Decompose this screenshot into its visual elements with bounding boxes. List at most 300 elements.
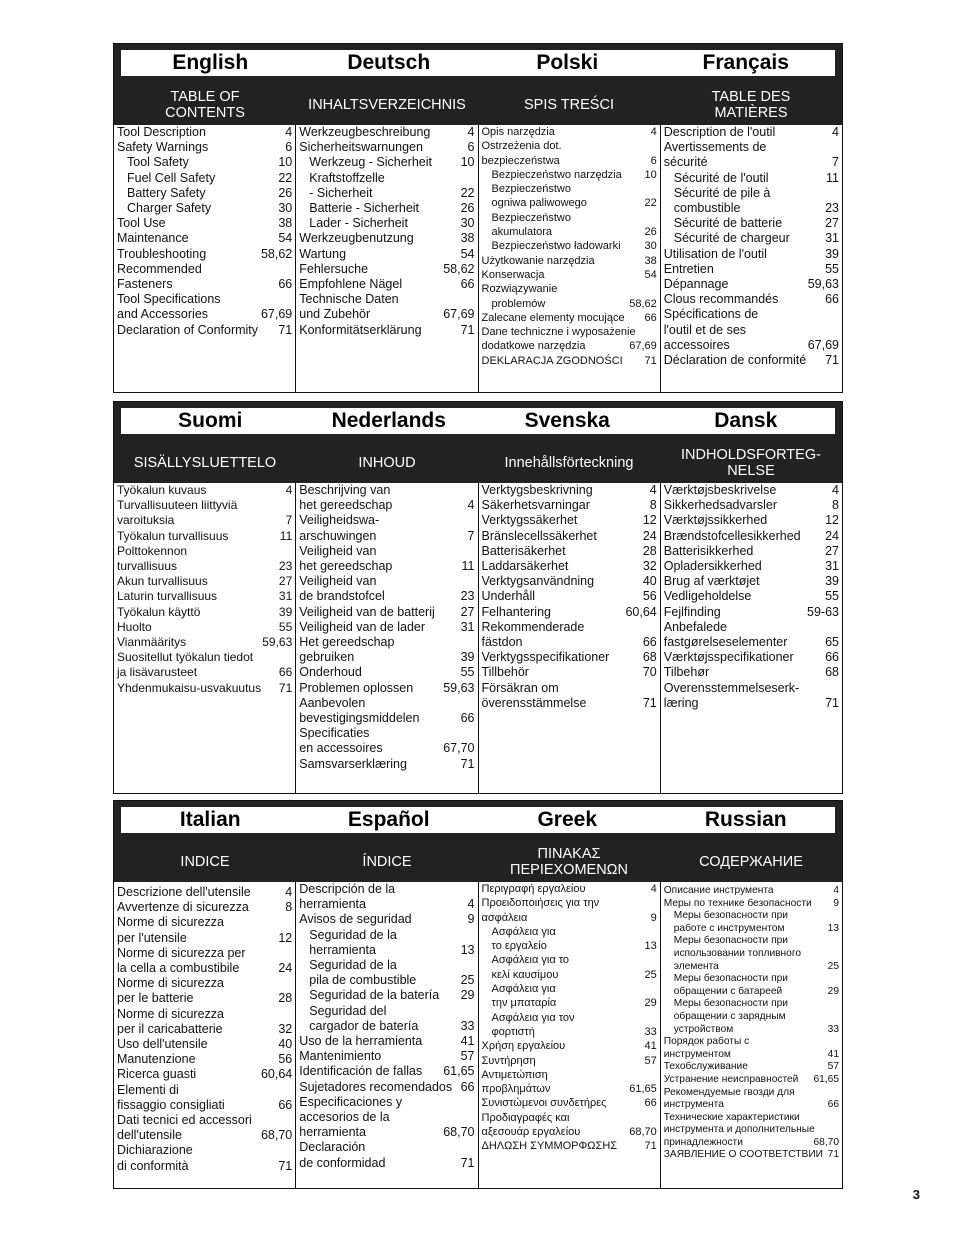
language-title: Russian <box>704 808 787 831</box>
toc-entry <box>482 1025 657 1039</box>
toc-entry <box>117 991 292 1006</box>
toc-entry-title: Fejlfinding <box>663 604 721 619</box>
toc-entry-title: Ασφάλεια για τον <box>491 1011 575 1024</box>
toc-entry-page: 58,62 <box>629 297 657 310</box>
toc-entry <box>299 498 474 513</box>
toc-entry-page <box>835 620 839 635</box>
toc-entry <box>117 946 292 961</box>
toc-entry <box>117 961 292 976</box>
toc-entry <box>482 620 657 635</box>
toc-entry-page: 55 <box>460 665 475 680</box>
toc-entry-page: 68,70 <box>443 1125 475 1140</box>
toc-entry <box>117 976 292 991</box>
toc-entry-page <box>471 483 475 498</box>
toc-entry-page: 6 <box>650 154 657 167</box>
toc-entry-page: 23 <box>825 201 839 216</box>
toc-entry-page: 55 <box>825 589 839 604</box>
toc-entry <box>299 1095 474 1110</box>
toc-entry-title: Fuel Cell Safety <box>127 170 216 185</box>
toc-entry-title: Werkzeugbeschreibung <box>299 125 431 139</box>
toc-entry-page: 66 <box>460 277 475 292</box>
toc-entry-title: de conformidad <box>299 1155 386 1170</box>
toc-entry <box>299 1004 474 1019</box>
toc-entry-page: 4 <box>833 885 839 896</box>
contents-heading: TABLE OF CONTENTS <box>165 88 245 121</box>
toc-entry-title: Huolto <box>117 619 152 634</box>
toc-entry-page: 23 <box>460 589 475 604</box>
toc-entry-page: 8 <box>649 498 657 513</box>
toc-entry <box>482 939 657 953</box>
toc-entry <box>299 544 474 559</box>
toc-entry <box>117 681 292 696</box>
toc-entry-title: принадлежности <box>663 1136 743 1148</box>
toc-entry-page: 27 <box>825 216 839 231</box>
toc-entry-page: 6 <box>285 140 293 155</box>
toc-entry-title: инструмента и дополнительные <box>663 1124 815 1136</box>
toc-entry-page: 7 <box>467 528 475 543</box>
toc-entry <box>482 953 657 967</box>
toc-entry-page: 10 <box>644 168 657 181</box>
toc-entry-title: herramienta <box>299 1125 366 1140</box>
toc-entry-page <box>471 928 475 943</box>
toc-entry-page <box>471 1110 475 1125</box>
page-number: 3 <box>912 1187 920 1202</box>
toc-entry-title: Συνιστώμενοι συνδετήρες <box>481 1097 607 1110</box>
toc-entry <box>299 559 474 574</box>
toc-entry-title: Description de l'outil <box>663 125 776 139</box>
toc-entry-title: Værktøjsbeskrivelse <box>663 483 777 497</box>
toc-entry-title: Устранение неисправностей <box>663 1073 799 1085</box>
toc-entry-title: akumulatora <box>491 226 553 239</box>
toc-entry-page: 7 <box>832 155 839 170</box>
toc-entry-page: 9 <box>833 897 839 909</box>
toc-entry-page: 29 <box>460 988 475 1003</box>
toc-entry-title: Norme di sicurezza per <box>117 945 246 960</box>
toc-entry-page: 66 <box>278 277 293 292</box>
toc-entry-page: 31 <box>825 231 839 246</box>
toc-entry <box>482 483 657 498</box>
toc-entry-page <box>653 282 657 296</box>
toc-entry <box>299 912 474 927</box>
toc-entry-title: Sécurité de l'outil <box>673 170 769 185</box>
toc-entry-page <box>288 650 292 665</box>
toc-entry-page <box>288 292 292 307</box>
toc-entry-page: 58,62 <box>443 261 475 276</box>
toc-entry-title: προβλημάτων <box>481 1083 551 1096</box>
toc-entry-page <box>653 1111 657 1125</box>
toc-entry <box>664 171 839 186</box>
toc-entry-title: Seguridad del <box>309 1003 387 1018</box>
toc-entry-page: 4 <box>467 125 475 139</box>
toc-entry <box>117 125 292 140</box>
toc-entry-page <box>835 1087 839 1100</box>
toc-entry <box>482 211 657 225</box>
toc-entry-title: Spécifications de <box>663 307 759 322</box>
toc-entry <box>664 1011 839 1024</box>
toc-entry <box>482 498 657 513</box>
toc-entry-title: per le batterie <box>117 991 194 1006</box>
toc-entry-title: Veiligheid van de batterij <box>299 604 435 619</box>
toc-entry-title: Dane techniczne i wyposażenie <box>481 326 636 339</box>
toc-entry <box>664 910 839 923</box>
contents-header-bar <box>114 84 842 125</box>
toc-entry-page: 71 <box>460 322 475 337</box>
toc-entry-title: and Accessories <box>117 307 209 322</box>
toc-entry-page: 31 <box>278 589 293 604</box>
toc-entry <box>664 635 839 650</box>
toc-entry-page <box>471 696 475 711</box>
toc-entry-page: 32 <box>278 1021 293 1036</box>
toc-entry <box>664 935 839 948</box>
toc-entry-title: Beschrijving van <box>299 483 391 497</box>
toc-entry <box>482 268 657 282</box>
toc-entry-title: Описание инструмента <box>663 885 774 896</box>
language-title: Greek <box>537 808 598 831</box>
toc-entry <box>482 559 657 574</box>
toc-entry <box>664 262 839 277</box>
toc-entry-title: Lader - Sicherheit <box>309 216 408 231</box>
contents-heading: СОДЕРЖАНИЕ <box>699 853 803 870</box>
toc-entry-page <box>835 307 839 322</box>
contents-heading: INHALTSVERZEICHNIS <box>308 96 466 113</box>
toc-entry-page: 26 <box>460 201 475 216</box>
toc-entry-page: 67,69 <box>807 337 839 352</box>
toc-entry-title: Περιγραφή εργαλείου <box>481 883 586 895</box>
toc-entry-title: het gereedschap <box>299 498 393 513</box>
toc-entry-title: het gereedschap <box>299 559 393 574</box>
toc-entry-page <box>288 946 292 961</box>
toc-entry-page <box>288 976 292 991</box>
toc-entry-page <box>471 1095 475 1110</box>
toc-entry-title: Työkalun turvallisuus <box>117 528 229 543</box>
toc-entry <box>482 605 657 620</box>
language-title: Español <box>347 808 430 831</box>
toc-entry-title: Verktygsspecifikationer <box>481 650 610 665</box>
toc-entry-title: bevestigingsmiddelen <box>299 711 420 726</box>
toc-entry <box>482 665 657 680</box>
toc-entry-title: Veiligheid van <box>299 543 377 558</box>
toc-entry <box>664 140 839 155</box>
language-bar <box>114 44 842 84</box>
toc-entry-title: Norme di sicurezza <box>117 915 224 930</box>
toc-entry <box>482 354 657 368</box>
toc-entry <box>117 544 292 559</box>
toc-entry <box>117 1143 292 1158</box>
toc-entry <box>117 262 292 277</box>
toc-entry <box>482 1139 657 1153</box>
toc-entry-page <box>653 1068 657 1082</box>
toc-entry-title: Fehlersuche <box>299 261 369 276</box>
toc-entry-title: Laddarsäkerhet <box>481 559 569 574</box>
toc-entry <box>299 650 474 665</box>
toc-entry-title: fissaggio consigliati <box>117 1097 225 1112</box>
toc-entry-page: 4 <box>285 483 293 497</box>
toc-entry-page: 60,64 <box>260 1067 293 1082</box>
toc-entry-page: 40 <box>642 574 657 589</box>
toc-entry-title: pila de combustible <box>309 973 417 988</box>
toc-entry-title: устройством <box>673 1023 734 1035</box>
toc-entry-page: 26 <box>644 226 657 239</box>
contents-column <box>660 125 842 392</box>
toc-entry-title: Værktøjsspecifikationer <box>663 650 794 665</box>
toc-entry-page: 71 <box>825 353 839 368</box>
toc-entry-page: 13 <box>644 940 657 953</box>
toc-entry <box>117 1037 292 1052</box>
toc-entry <box>117 216 292 231</box>
toc-entry-title: ασφάλεια <box>481 911 528 924</box>
toc-entry <box>299 171 474 186</box>
contents-header-bar <box>114 442 842 483</box>
toc-entry <box>117 605 292 620</box>
toc-entry-page: 68 <box>642 650 657 665</box>
toc-entry <box>482 168 657 182</box>
toc-entry-title: Yhdenmukaisu-usvakuutus <box>117 680 262 695</box>
toc-entry <box>299 513 474 528</box>
toc-entry <box>299 1140 474 1155</box>
toc-entry-page <box>653 211 657 225</box>
toc-entry <box>117 1067 292 1082</box>
toc-entry-title: herramienta <box>299 897 366 912</box>
contents-heading: INDHOLDSFORTEG- NELSE <box>681 446 821 479</box>
toc-entry <box>299 292 474 307</box>
toc-entry-page <box>288 915 292 930</box>
toc-entry <box>664 650 839 665</box>
toc-entry <box>664 998 839 1011</box>
toc-entry <box>664 498 839 513</box>
toc-entry <box>299 574 474 589</box>
toc-entry-title: Onderhoud <box>299 665 362 680</box>
toc-entry <box>664 559 839 574</box>
toc-entry <box>482 139 657 153</box>
toc-entry <box>664 1061 839 1074</box>
toc-entry-page: 4 <box>467 897 475 912</box>
toc-entry-title: Norme di sicurezza <box>117 976 224 991</box>
toc-entry-page <box>835 1011 839 1024</box>
toc-entry-page: 28 <box>642 543 657 558</box>
toc-entry <box>299 928 474 943</box>
language-title: Dansk <box>714 409 778 432</box>
toc-entry-page: 26 <box>278 185 293 200</box>
toc-entry-page <box>471 635 475 650</box>
toc-entry-page: 54 <box>460 246 475 261</box>
toc-entry-page: 12 <box>278 930 293 945</box>
toc-entry <box>117 1022 292 1037</box>
toc-entry-page <box>835 1124 839 1137</box>
toc-entry-page: 57 <box>460 1049 475 1064</box>
toc-entry-title: Sicherheitswarnungen <box>299 140 423 155</box>
toc-entry-title: Problemen oplossen <box>299 680 414 695</box>
toc-entry-title: Tool Specifications <box>117 292 221 307</box>
toc-entry <box>299 155 474 170</box>
toc-entry <box>482 1039 657 1053</box>
toc-entry-page: 66 <box>278 1097 293 1112</box>
toc-entry-page: 4 <box>285 125 293 139</box>
toc-entry-title: Verktygssäkerhet <box>481 513 578 528</box>
toc-entry-title: Empfohlene Nägel <box>299 277 403 292</box>
toc-entry-title: Entretien <box>663 261 714 276</box>
toc-entry-page: 61,65 <box>813 1073 839 1085</box>
toc-entry <box>664 885 839 898</box>
toc-entry-page <box>653 1011 657 1025</box>
language-title: Italian <box>179 808 241 831</box>
toc-entry-title: Veiligheidswa- <box>299 513 380 528</box>
toc-entry-title: - Sicherheit <box>309 185 373 200</box>
toc-entry-page: 59,63 <box>807 277 839 292</box>
toc-entry <box>299 140 474 155</box>
toc-entry-title: Opladersikkerhed <box>663 559 762 574</box>
toc-entry <box>664 605 839 620</box>
toc-entry <box>299 988 474 1003</box>
toc-entry-title: combustible <box>673 201 741 216</box>
toc-entry-page: 61,65 <box>443 1064 475 1079</box>
toc-entry-title: Avisos de seguridad <box>299 912 412 927</box>
toc-entry-page: 23 <box>278 559 293 574</box>
toc-entry <box>299 1049 474 1064</box>
toc-entry-page: 13 <box>460 942 475 957</box>
toc-entry <box>117 292 292 307</box>
toc-entry <box>299 483 474 498</box>
toc-entry-title: turvallisuus <box>117 559 178 574</box>
toc-entry-page: 11 <box>279 528 293 543</box>
toc-entry <box>664 231 839 246</box>
toc-entry-page: 71 <box>825 695 839 710</box>
toc-entry-title: Sujetadores recomendados <box>299 1079 453 1094</box>
toc-entry <box>664 544 839 559</box>
contents-column <box>114 125 295 392</box>
toc-entry-page <box>653 139 657 153</box>
toc-entry <box>664 338 839 353</box>
toc-entry <box>664 186 839 201</box>
toc-entry-title: Polttokennon <box>117 543 188 558</box>
toc-entry-page: 38 <box>460 231 475 246</box>
contents-column <box>295 882 477 1188</box>
toc-entry-title: Техобслуживание <box>663 1061 748 1073</box>
toc-entry-title: Batterie - Sicherheit <box>309 201 420 216</box>
toc-entry-title: Sécurité de batterie <box>673 216 783 231</box>
toc-entry-page: 71 <box>278 1158 293 1173</box>
toc-entry-title: Bezpieczeństwo <box>491 211 571 224</box>
toc-entry-title: работе с инструментом <box>673 922 785 934</box>
toc-entry <box>299 529 474 544</box>
toc-entry-title: Especificaciones y <box>299 1094 403 1109</box>
toc-entry <box>664 201 839 216</box>
toc-entry <box>299 1110 474 1125</box>
toc-entry-title: Wartung <box>299 246 347 261</box>
toc-entry-title: Identificación de fallas <box>299 1064 423 1079</box>
toc-entry-title: Maintenance <box>117 231 189 246</box>
toc-entry <box>299 897 474 912</box>
toc-entry <box>664 948 839 961</box>
toc-entry-title: инструмента <box>663 1099 724 1111</box>
toc-entry-title: fastgørelseselementer <box>663 635 788 650</box>
toc-entry-page: 41 <box>827 1048 839 1060</box>
toc-entry-page: 4 <box>649 483 657 497</box>
toc-entry-page <box>835 973 839 986</box>
language-title: English <box>172 51 249 74</box>
toc-entry-page: 68,70 <box>260 1128 293 1143</box>
toc-entry <box>299 1064 474 1079</box>
language-title: Polski <box>536 51 599 74</box>
toc-entry-page: 25 <box>460 973 475 988</box>
toc-entry-title: ΔΗΛΩΣΗ ΣΥΜΜΟΡΦΩΣΗΣ <box>481 1140 618 1153</box>
toc-entry-title: accessoires <box>663 337 730 352</box>
contents-column <box>295 483 477 793</box>
toc-entry-page: 39 <box>825 246 839 261</box>
toc-entry <box>482 589 657 604</box>
toc-entry-title: Suositellut työkalun tiedot <box>117 650 254 665</box>
toc-entry-page <box>653 982 657 996</box>
toc-entry <box>117 1007 292 1022</box>
toc-entry-page <box>471 513 475 528</box>
toc-entry-title: Ασφάλεια για το <box>491 954 570 967</box>
toc-entry-page: 13 <box>827 922 839 934</box>
toc-entry-page <box>835 186 839 201</box>
toc-entry-page: 58,62 <box>260 246 293 261</box>
contents-heading: TABLE DES MATIÈRES <box>711 88 791 121</box>
toc-entry-page: 22 <box>278 170 293 185</box>
toc-entry-title: Brændstofcellesikkerhed <box>663 528 801 543</box>
toc-entry-page: 59-63 <box>807 604 839 619</box>
toc-entry-title: το εργαλείο <box>491 940 547 953</box>
toc-entry <box>482 925 657 939</box>
toc-entry <box>117 201 292 216</box>
toc-entry-title: Déclaration de conformité <box>663 353 807 368</box>
toc-entry <box>482 968 657 982</box>
toc-entry <box>299 882 474 897</box>
toc-entry-title: Seguridad de la batería <box>309 988 440 1003</box>
toc-entry <box>117 1052 292 1067</box>
toc-entry-page <box>835 140 839 155</box>
toc-entry <box>482 196 657 210</box>
language-title-box <box>121 50 835 76</box>
toc-entry-page <box>288 544 292 559</box>
toc-entry-page: 4 <box>467 498 475 513</box>
toc-entry-title: Bränslecellssäkerhet <box>481 528 597 543</box>
contents-column <box>478 125 660 392</box>
toc-entry-title: Rekommenderade <box>481 619 585 634</box>
toc-entry-title: arschuwingen <box>299 528 377 543</box>
toc-entry-page: 24 <box>278 961 293 976</box>
toc-entry-title: Technische Daten <box>299 292 399 307</box>
toc-entry <box>117 559 292 574</box>
toc-entry <box>664 923 839 936</box>
toc-entry-title: Dati tecnici ed accessori <box>117 1113 252 1128</box>
toc-entry-page <box>835 323 839 338</box>
language-title: Suomi <box>178 409 243 432</box>
toc-entry <box>664 1099 839 1112</box>
toc-entry <box>117 498 292 513</box>
toc-entry <box>117 589 292 604</box>
toc-entry-page: 9 <box>650 911 657 924</box>
toc-entry-title: Veiligheid van de lader <box>299 619 426 634</box>
toc-entry-title: herramienta <box>309 942 376 957</box>
toc-entry-page <box>653 925 657 939</box>
toc-entry-page <box>471 292 475 307</box>
toc-entry <box>299 186 474 201</box>
toc-entry <box>117 231 292 246</box>
toc-entry-title: ja lisävarusteet <box>117 665 198 680</box>
toc-entry-title: Dépannage <box>663 277 729 292</box>
toc-entry-page: 66 <box>460 711 475 726</box>
toc-entry-page: 38 <box>644 254 657 267</box>
toc-entry-title: Verktygsanvändning <box>481 574 595 589</box>
toc-entry <box>664 665 839 680</box>
toc-entry-title: Recommended <box>117 261 202 276</box>
toc-entry-page: 54 <box>644 268 657 281</box>
toc-entry-title: Descrizione dell'utensile <box>117 885 251 899</box>
toc-entry <box>482 996 657 1010</box>
toc-entry-title: Bezpieczeństwo ładowarki <box>491 240 621 253</box>
